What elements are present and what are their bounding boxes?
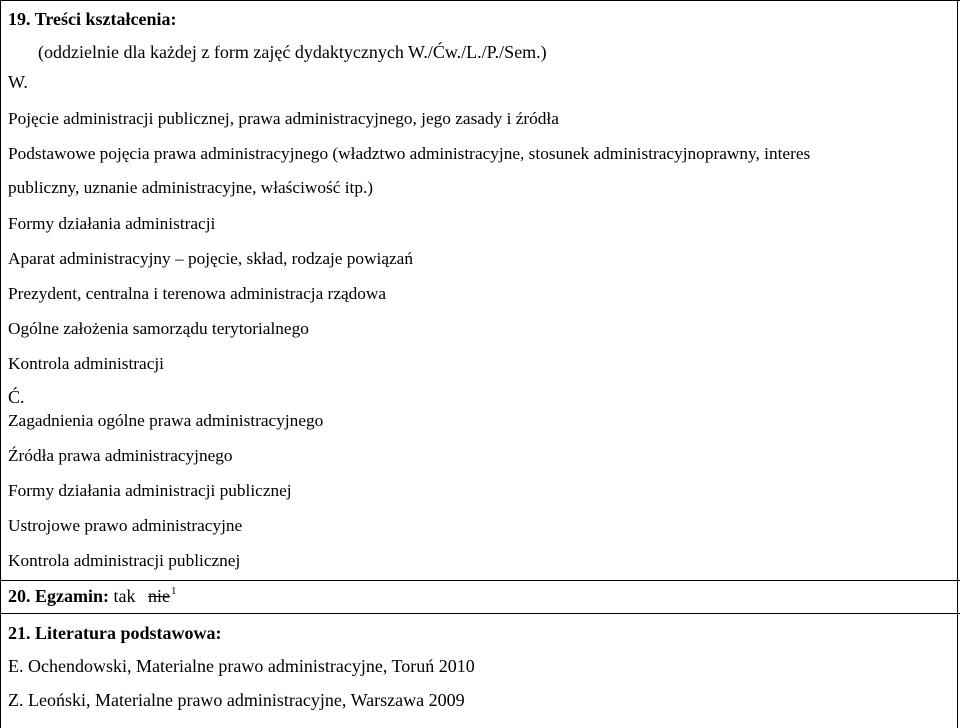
literature-item: E. Ochendowski, Materialne prawo administracyjne, Toruń 2010 bbox=[8, 656, 475, 676]
exercise-topic: Zagadnienia ogólne prawa administracyjnego bbox=[8, 411, 324, 430]
row-divider bbox=[0, 613, 960, 614]
exercise-topic: Formy działania administracji publicznej bbox=[8, 481, 292, 500]
literature-item: Z. Leoński, Materialne prawo administracyjne, Warszawa 2009 bbox=[8, 690, 465, 710]
lecture-topic: publiczny, uznanie administracyjne, właściwość itp.) bbox=[8, 178, 374, 197]
lecture-topic: Prezydent, centralna i terenowa administracja rządowa bbox=[8, 284, 387, 303]
exercise-topic: Źródła prawa administracyjnego bbox=[8, 446, 233, 465]
exercise-topic: Kontrola administracji publicznej bbox=[8, 551, 241, 570]
row-divider bbox=[0, 580, 960, 581]
lecture-marker: W. bbox=[8, 72, 28, 92]
lecture-topic: Kontrola administracji bbox=[8, 354, 164, 373]
exam-row bbox=[8, 585, 177, 610]
section-20-heading: 20. Egzamin: bbox=[8, 586, 109, 606]
section-21-heading: 21. Literatura podstawowa: bbox=[8, 623, 222, 643]
exercise-topic: Ustrojowe prawo administracyjne bbox=[8, 516, 243, 535]
exercise-marker: Ć. bbox=[8, 387, 25, 407]
lecture-topic: Formy działania administracji bbox=[8, 214, 216, 233]
footnote-marker: 1 bbox=[171, 585, 177, 597]
exam-option-yes: tak bbox=[113, 586, 136, 606]
section-19-heading: 19. Treści kształcenia: bbox=[8, 9, 177, 29]
section-19-subtitle: (oddzielnie dla każdej z form zajęć dydaktycznych W./Ćw./L./P./Sem.) bbox=[38, 42, 547, 62]
row-divider bbox=[0, 0, 960, 1]
lecture-topic: Pojęcie administracji publicznej, prawa administracyjnego, jego zasady i źródła bbox=[8, 109, 559, 128]
exam-option-no: nie bbox=[148, 586, 170, 606]
lecture-topic: Ogólne założenia samorządu terytorialnego bbox=[8, 319, 309, 338]
lecture-topic: Podstawowe pojęcia prawa administracyjnego (władztwo administracyjne, stosunek administracyjnoprawny, interes bbox=[8, 144, 811, 163]
lecture-topic: Aparat administracyjny – pojęcie, skład, rodzaje powiązań bbox=[8, 249, 413, 268]
